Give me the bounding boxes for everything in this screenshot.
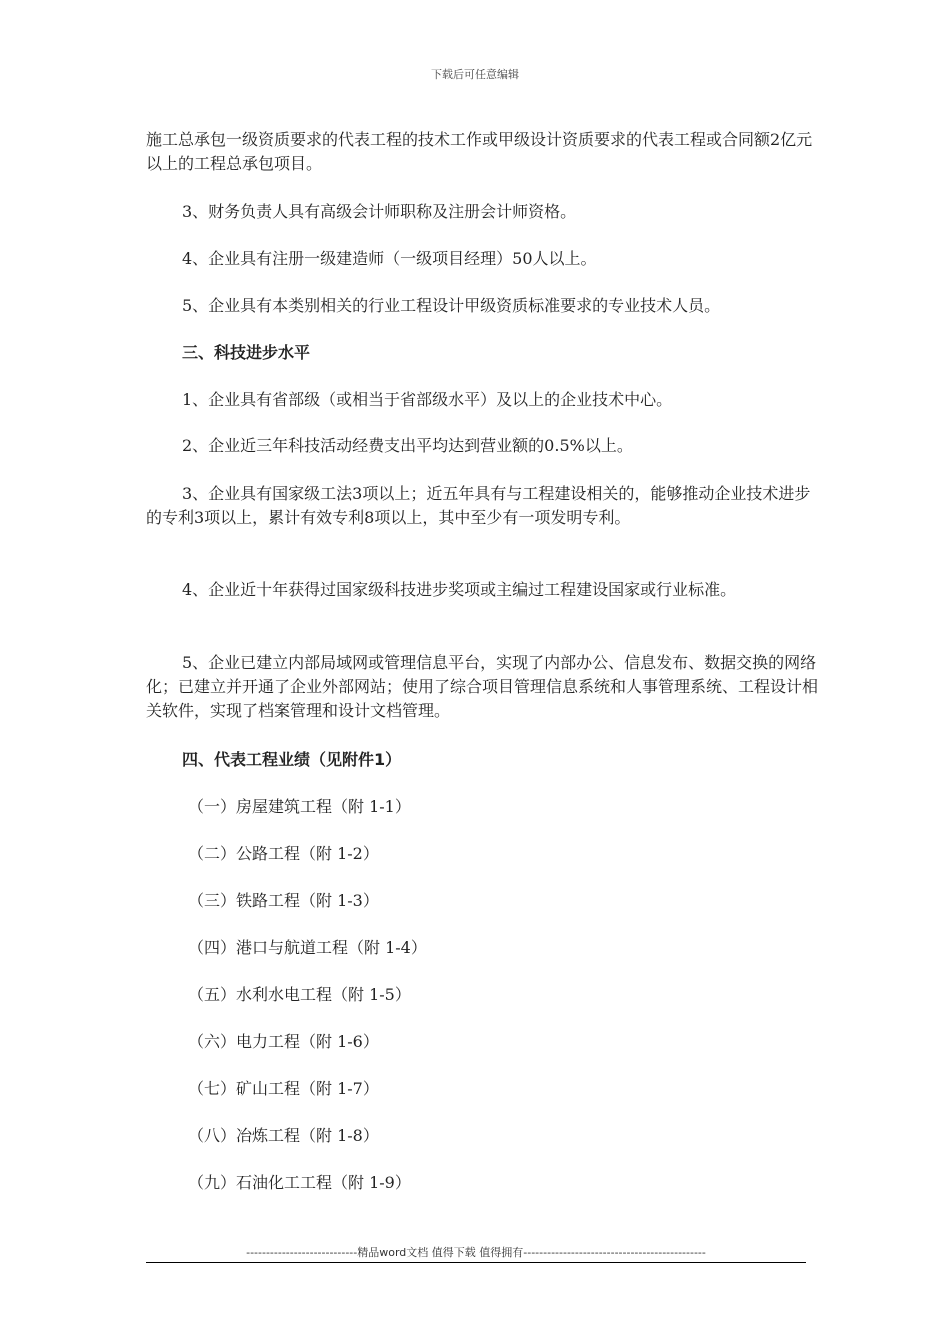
page-footer: ----------------------------精品word文档 值得下载 值得拥有---------------------------------------------- [246,1246,706,1259]
paragraph: 2、企业近三年科技活动经费支出平均达到营业额的0.5%以上。 [182,436,633,455]
list-item: （三）铁路工程（附 1-3） [188,891,379,910]
section-heading: 四、代表工程业绩（见附件1） [182,750,402,769]
list-item: （六）电力工程（附 1-6） [188,1032,379,1051]
list-item: （二）公路工程（附 1-2） [188,844,379,863]
paragraph: 4、企业具有注册一级建造师（一级项目经理）50人以上。 [182,249,597,268]
list-item: （四）港口与航道工程（附 1-4） [188,938,427,957]
list-item: （九）石油化工工程（附 1-9） [188,1173,411,1192]
paragraph: 5、企业具有本类别相关的行业工程设计甲级资质标准要求的专业技术人员。 [182,296,721,315]
paragraph: 4、企业近十年获得过国家级科技进步奖项或主编过工程建设国家或行业标准。 [182,580,737,599]
footer-divider [146,1262,806,1263]
paragraph: 3、企业具有国家级工法3项以上；近五年具有与工程建设相关的，能够推动企业技术进步的专利3项以上，累计有效专利8项以上，其中至少有一项发明专利。 [146,484,811,527]
list-item: （七）矿山工程（附 1-7） [188,1079,379,1098]
list-item: （八）冶炼工程（附 1-8） [188,1126,379,1145]
page-header: 下载后可任意编辑 [431,68,519,81]
list-item: （五）水利水电工程（附 1-5） [188,985,411,1004]
section-heading: 三、科技进步水平 [182,343,311,362]
list-item: （一）房屋建筑工程（附 1-1） [188,797,411,816]
paragraph: 3、财务负责人具有高级会计师职称及注册会计师资格。 [182,202,577,221]
paragraph: 5、企业已建立内部局域网或管理信息平台，实现了内部办公、信息发布、数据交换的网络化；已建立并开通了企业外部网站；使用了综合项目管理信息系统和人事管理系统、工程设计相关软件，实现了档案管理和设计文档管理。 [146,653,819,720]
paragraph: 施工总承包一级资质要求的代表工程的技术工作或甲级设计资质要求的代表工程或合同额2亿元以上的工程总承包项目。 [146,130,813,173]
paragraph: 1、企业具有省部级（或相当于省部级水平）及以上的企业技术中心。 [182,390,673,409]
